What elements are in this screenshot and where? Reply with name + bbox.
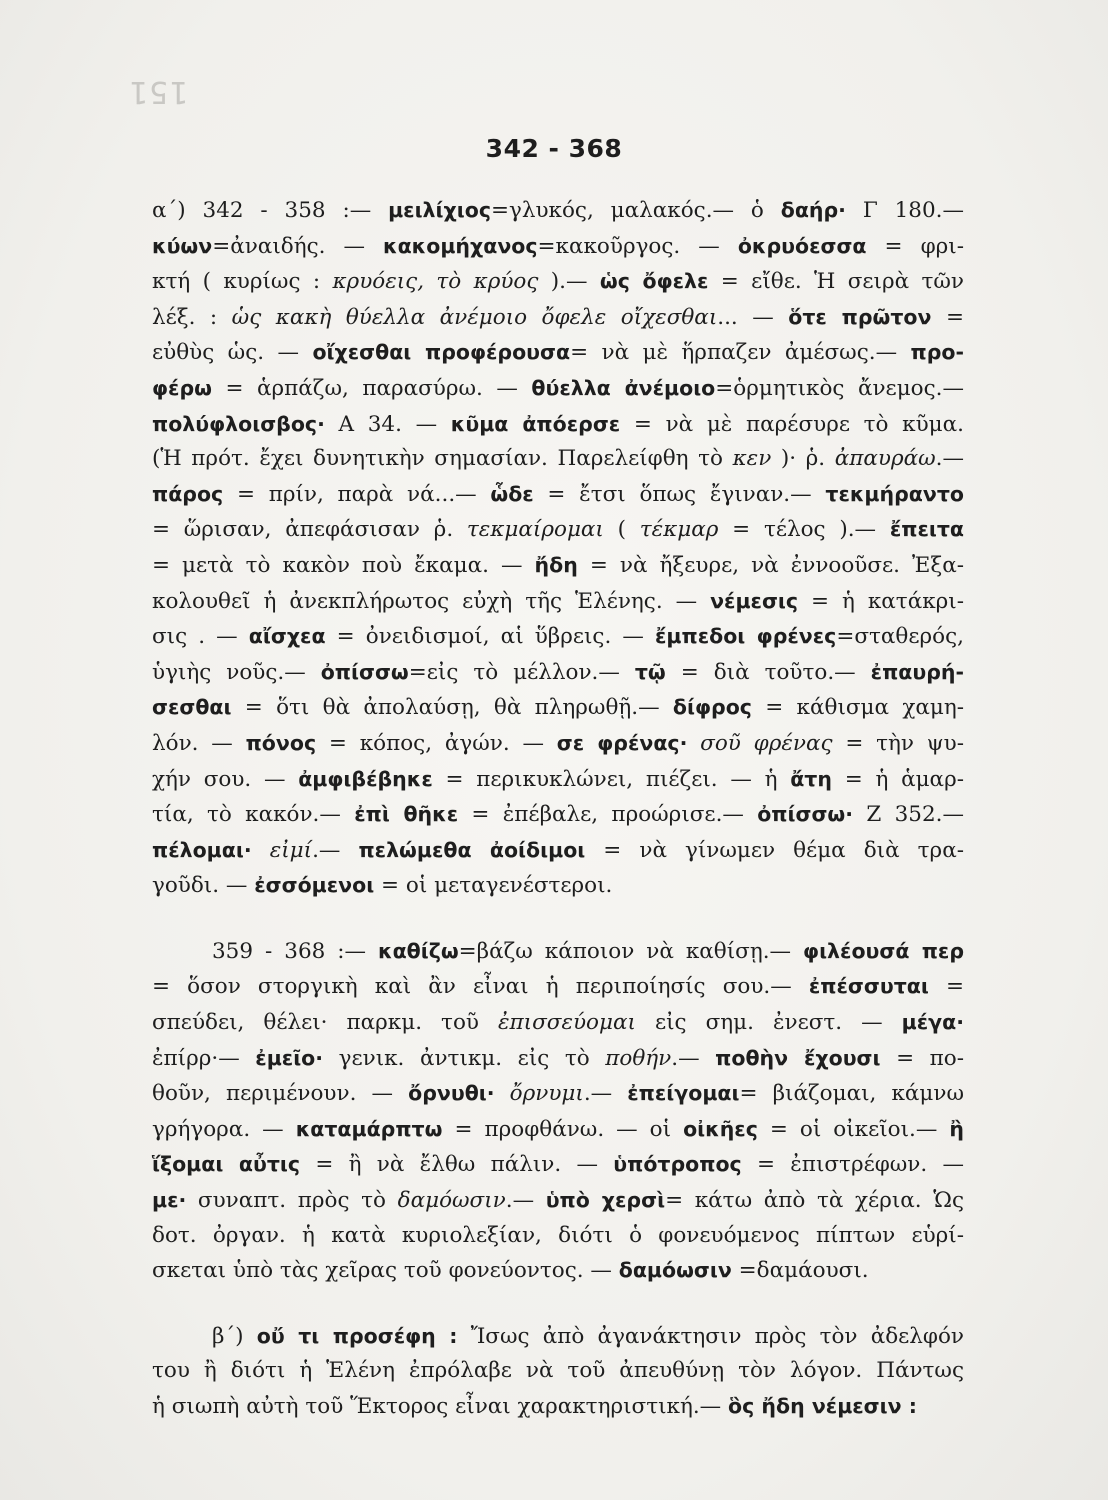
gloss-text bbox=[252, 838, 270, 863]
gloss-text: θοῦν, περιμένουν. — bbox=[152, 1081, 409, 1107]
gloss-text: ).— bbox=[538, 269, 600, 295]
gloss-text: =ὁρμητικὸς ἄνεμος.— bbox=[715, 375, 964, 401]
gloss-text: = φρι- bbox=[866, 233, 964, 259]
italic-text: δαμόωσιν bbox=[397, 1188, 506, 1214]
text-line bbox=[152, 442, 964, 477]
lemma: ὀπίσσω bbox=[320, 659, 409, 684]
gloss-text: = εἴθε. Ἡ σειρὰ τῶν bbox=[708, 269, 964, 295]
gloss-text: = οἱ μεταγενέστεροι. bbox=[374, 873, 613, 899]
gloss-text: = ὅτι θὰ ἀπολαύσῃ, θὰ πληρωθῇ.— bbox=[231, 695, 673, 721]
text-line bbox=[152, 1389, 964, 1425]
text-line bbox=[152, 1112, 964, 1148]
lemma: προ- bbox=[910, 340, 964, 365]
gloss-text: γρήγορα. — bbox=[152, 1116, 296, 1142]
lemma: θύελλα ἀνέμοιο bbox=[531, 375, 716, 400]
gloss-text: σις . — bbox=[152, 624, 249, 650]
gloss-text: σκεται ὑπὸ τὰς χεῖρας τοῦ φονεύοντος. — bbox=[152, 1258, 619, 1284]
italic-text: τεκμαίρομαι bbox=[466, 517, 604, 543]
gloss-text: = ἐπέβαλε, προώρισε.— bbox=[458, 802, 758, 828]
lemma: με· bbox=[152, 1188, 187, 1213]
gloss-text: = περικυκλώνει, πιέζει. — ἡ bbox=[432, 766, 791, 792]
gloss-text: = νὰ ἤξευρε, νὰ ἐννοοῦσε. Ἐξα- bbox=[577, 552, 964, 578]
text-line bbox=[152, 833, 964, 869]
lemma: πελώμεθα ἀοίδιμοι bbox=[358, 837, 586, 862]
gloss-text: = ἔτσι ὅπως ἔγιναν.— bbox=[533, 481, 826, 507]
gloss-text: ( bbox=[603, 517, 640, 543]
lemma: ὅτε πρῶτον bbox=[788, 304, 932, 329]
italic-text: τέκμαρ bbox=[639, 517, 719, 543]
lemma: δαμόωσιν bbox=[618, 1258, 732, 1283]
italic-text: ἀπαυράω bbox=[834, 446, 936, 472]
paragraph-b bbox=[152, 1319, 964, 1425]
lemma: δίφρος bbox=[672, 695, 752, 720]
gloss-text: = νὰ γίνωμεν θέμα διὰ τρα- bbox=[585, 837, 964, 863]
gloss-text: εἰς σημ. ἐνεστ. — bbox=[635, 1010, 902, 1036]
text-line bbox=[152, 797, 964, 833]
gloss-text: = ὥρισαν, ἀπεφάσισαν ῥ. bbox=[152, 517, 467, 543]
gloss-text: = πρίν, παρὰ νά...— bbox=[223, 481, 491, 507]
gloss-text: = νὰ μὲ παρέσυρε τὸ κῦμα. bbox=[620, 411, 964, 437]
lemma: ἐπὶ θῆκε bbox=[354, 802, 459, 827]
lemma: ὃς ἤδη νέμεσιν : bbox=[728, 1394, 917, 1418]
text-line bbox=[152, 934, 964, 970]
lemma: κῦμα ἀπόερσε bbox=[450, 411, 621, 436]
text-line bbox=[152, 1253, 964, 1289]
text-line bbox=[152, 1319, 964, 1355]
lemma: οὔ τι προσέφη : bbox=[256, 1323, 458, 1348]
gloss-text: γοῦδι. — bbox=[152, 873, 255, 899]
lemma: μειλίχιος bbox=[388, 198, 491, 222]
text-line bbox=[152, 229, 964, 265]
gloss-text: = κόπος, ἀγών. — bbox=[316, 730, 557, 756]
gloss-text: = ἐπιστρέφων. — bbox=[741, 1152, 964, 1178]
lemma: πέλομαι· bbox=[152, 837, 252, 862]
gloss-text: = οἱ οἰκεῖοι.— bbox=[757, 1116, 950, 1142]
gloss-text: = διὰ τοῦτο.— bbox=[665, 659, 871, 685]
italic-text: ποθήν bbox=[605, 1045, 672, 1071]
italic-text: ἐπισσεύομαι bbox=[498, 1010, 636, 1036]
gloss-text: =σταθερός, bbox=[836, 624, 964, 650]
text-line bbox=[152, 300, 964, 336]
text-line bbox=[152, 655, 964, 691]
gloss-text: = bbox=[928, 974, 965, 1000]
gloss-text: =βάζω κάποιον νὰ καθίσῃ.— bbox=[458, 938, 804, 964]
gloss-text: εὐθὺς ὡς. — bbox=[152, 340, 313, 366]
gloss-text: .— bbox=[671, 1045, 716, 1071]
text-line bbox=[152, 1183, 964, 1219]
text-line bbox=[152, 1354, 964, 1389]
lemma: οἴχεσθαι προφέρουσα bbox=[312, 340, 571, 365]
gloss-text: = τὴν ψυ- bbox=[832, 730, 964, 756]
lemma: ὧδε bbox=[490, 481, 534, 506]
gloss-text: = κάτω ἀπὸ τὰ χέρια. Ὡς bbox=[665, 1188, 965, 1214]
gloss-text: κολουθεῖ ἡ ἀνεκπλήρωτος εὐχὴ τῆς Ἑλένης. — bbox=[152, 588, 711, 614]
lemma: τεκμήραντο bbox=[825, 481, 964, 506]
text-line bbox=[152, 371, 964, 407]
text-line bbox=[152, 407, 964, 443]
lemma: φιλέουσά περ bbox=[803, 938, 964, 963]
text-line bbox=[152, 1219, 964, 1254]
gloss-text: = ὀνειδισμοί, αἱ ὕβρεις. — bbox=[325, 624, 655, 650]
lemma: ὑπὸ χερσὶ bbox=[545, 1188, 666, 1213]
gloss-text: .— bbox=[935, 446, 964, 472]
text-line bbox=[152, 619, 964, 655]
lemma: κακομήχανος bbox=[383, 233, 538, 258]
commentary-text bbox=[152, 193, 964, 1425]
lemma: ὀπίσσω· bbox=[757, 802, 854, 827]
gloss-text: = ὅσον στοργικὴ καὶ ἂν εἶναι ἡ περιποίησίς σου.— bbox=[152, 974, 809, 1000]
gloss-text: =δαμάουσι. bbox=[731, 1258, 869, 1284]
gloss-text: ὑγιὴς νοῦς.— bbox=[152, 659, 321, 685]
lemma: σε φρένας· bbox=[556, 730, 688, 755]
italic-text: κεν bbox=[732, 446, 772, 472]
text-line bbox=[152, 477, 964, 513]
paragraph-a bbox=[152, 193, 964, 904]
gloss-text bbox=[687, 731, 700, 756]
italic-text: ὄρνυμι bbox=[509, 1081, 584, 1107]
text-line bbox=[152, 584, 964, 620]
gloss-text: α΄) 342 - 358 :— bbox=[152, 198, 389, 223]
lemma: ἄτη bbox=[790, 766, 832, 791]
gloss-text: Ἴσως ἀπὸ ἀγανάκτησιν πρὸς τὸν ἀδελφόν bbox=[457, 1323, 964, 1349]
gloss-text: .— bbox=[583, 1081, 628, 1107]
gloss-text: =γλυκός, μαλακός.— ὁ bbox=[490, 198, 781, 223]
lemma: καθίζω bbox=[378, 938, 459, 963]
lemma: ὄρνυθι· bbox=[408, 1081, 495, 1106]
gloss-text: ἐπίρρ·— bbox=[152, 1045, 256, 1071]
lemma: τῷ bbox=[634, 659, 666, 684]
gloss-text: =ἀναιδής. — bbox=[212, 233, 384, 259]
lemma: καταμάρπτω bbox=[295, 1116, 443, 1141]
gloss-text: = πο- bbox=[880, 1045, 964, 1071]
gloss-text: = μετὰ τὸ κακὸν ποὺ ἔκαμα. — bbox=[152, 552, 535, 578]
text-line bbox=[152, 1147, 964, 1183]
gloss-text: λόν. — bbox=[152, 730, 246, 756]
gloss-text: .— bbox=[312, 837, 359, 863]
gloss-text: = τέλος ).— bbox=[718, 517, 890, 543]
gloss-text: = προφθάνω. — οἱ bbox=[442, 1116, 684, 1142]
text-line bbox=[152, 335, 964, 371]
lemma: ποθὴν ἔχουσι bbox=[715, 1045, 881, 1070]
page-header: 342 - 368 bbox=[485, 134, 623, 163]
lemma: πολύφλοισβος· bbox=[152, 411, 325, 436]
gloss-text: Γ 180.— bbox=[845, 198, 964, 223]
gloss-text: κτή ( κυρίως : bbox=[152, 269, 333, 295]
lemma: μέγα· bbox=[901, 1010, 964, 1035]
text-line bbox=[152, 1076, 964, 1112]
italic-text: σοῦ φρένας bbox=[700, 730, 833, 756]
lemma: φέρω bbox=[152, 375, 212, 400]
bleed-through-page-number: 151 bbox=[128, 74, 189, 109]
lemma: ὀκρυόεσσα bbox=[737, 233, 867, 258]
text-line bbox=[152, 548, 964, 584]
text-line bbox=[152, 690, 964, 726]
gloss-text: = ἡ ἁμαρ- bbox=[831, 766, 964, 792]
italic-text: ὡς κακὴ θύελλα ἀνέμοιο ὄφελε οἴχεσθαι bbox=[231, 304, 718, 330]
gloss-text: = νὰ μὲ ἥρπαζεν ἀμέσως.— bbox=[570, 340, 911, 366]
gloss-text: σπεύδει, θέλει· παρκμ. τοῦ bbox=[152, 1010, 498, 1036]
gloss-text: Α 34. — bbox=[324, 411, 451, 437]
text-line bbox=[152, 1041, 964, 1077]
lemma: ἐπείγομαι bbox=[627, 1081, 740, 1106]
gloss-text: )· ῥ. bbox=[771, 446, 835, 472]
gloss-text: Ζ 352.— bbox=[853, 802, 964, 828]
gloss-text: (Ἡ πρότ. ἔχει δυνητικὴν σημασίαν. Παρελείφθη τὸ bbox=[152, 446, 733, 472]
gloss-text: β΄) bbox=[212, 1323, 257, 1349]
text-line bbox=[152, 264, 964, 300]
gloss-text: = ἁρπάζω, παρασύρω. — bbox=[211, 375, 532, 401]
gloss-text: .— bbox=[505, 1188, 546, 1214]
gloss-text: λέξ. : bbox=[152, 304, 232, 330]
text-line bbox=[152, 512, 964, 548]
lemma: ἐμεῖο· bbox=[255, 1045, 324, 1070]
gloss-text: ... — bbox=[717, 304, 789, 330]
italic-text: εἰμί bbox=[269, 837, 313, 863]
lemma: ἐσσόμενοι bbox=[254, 873, 375, 898]
gloss-text: = ἢ νὰ ἔλθω πάλιν. — bbox=[300, 1152, 614, 1178]
lemma: κύων bbox=[152, 233, 213, 258]
text-line bbox=[152, 969, 964, 1005]
lemma: δαήρ· bbox=[780, 198, 846, 222]
gloss-text: δοτ. ὀργαν. ἡ κατὰ κυριολεξίαν, διότι ὁ φονευόμενος πίπτων εὑρί- bbox=[152, 1222, 964, 1248]
lemma: ὡς ὄφελε bbox=[599, 269, 709, 294]
lemma: πάρος bbox=[152, 481, 224, 506]
text-line bbox=[152, 1005, 964, 1041]
lemma: ἐπέσσυται bbox=[808, 974, 929, 999]
gloss-text: γενικ. ἀντικμ. εἰς τὸ bbox=[323, 1045, 606, 1071]
gloss-text: =εἰς τὸ μέλλον.— bbox=[408, 659, 635, 685]
gloss-text: συναπτ. πρὸς τὸ bbox=[186, 1188, 398, 1214]
gloss-text: τία, τὸ κακόν.— bbox=[152, 802, 355, 828]
paragraph-359-368 bbox=[152, 934, 964, 1289]
lemma: ἔπειτα bbox=[889, 517, 965, 542]
italic-text: κρυόεις, τὸ κρύος bbox=[332, 269, 539, 295]
lemma: ἔμπεδοι φρένες bbox=[655, 624, 837, 649]
lemma: ἐπαυρή- bbox=[870, 659, 964, 684]
gloss-text: 359 - 368 :— bbox=[212, 938, 379, 964]
text-line bbox=[152, 868, 964, 904]
gloss-text: = bbox=[931, 304, 964, 330]
gloss-text bbox=[495, 1081, 510, 1106]
lemma: ἵξομαι αὖτις bbox=[152, 1152, 301, 1177]
lemma: ἀμφιβέβηκε bbox=[298, 766, 433, 791]
gloss-text: του ἢ διότι ἡ Ἑλένη ἐπρόλαβε νὰ τοῦ ἀπευθύνῃ τὸν λόγον. Πάντως bbox=[152, 1358, 964, 1384]
lemma: νέμεσις bbox=[710, 588, 799, 613]
lemma: αἴσχεα bbox=[248, 624, 326, 649]
lemma: ἤδη bbox=[534, 552, 578, 577]
gloss-text: χήν σου. — bbox=[152, 766, 299, 792]
gloss-text: = ἡ κατάκρι- bbox=[798, 588, 964, 614]
text-line bbox=[152, 193, 964, 229]
gloss-text: ἡ σιωπὴ αὐτὴ τοῦ Ἕκτορος εἶναι χαρακτηριστική.— bbox=[152, 1394, 729, 1419]
lemma: σεσθαι bbox=[152, 695, 232, 720]
lemma: πόνος bbox=[245, 730, 317, 755]
lemma: ἢ bbox=[949, 1116, 964, 1141]
gloss-text: =κακοῦργος. — bbox=[537, 233, 738, 259]
lemma: ὑπότροπος bbox=[613, 1152, 742, 1177]
text-line bbox=[152, 762, 964, 798]
gloss-text: = βιάζομαι, κάμνω bbox=[739, 1081, 964, 1107]
gloss-text: = κάθισμα χαμη- bbox=[751, 695, 965, 721]
lemma: οἰκῆες bbox=[683, 1116, 758, 1141]
text-line bbox=[152, 726, 964, 762]
